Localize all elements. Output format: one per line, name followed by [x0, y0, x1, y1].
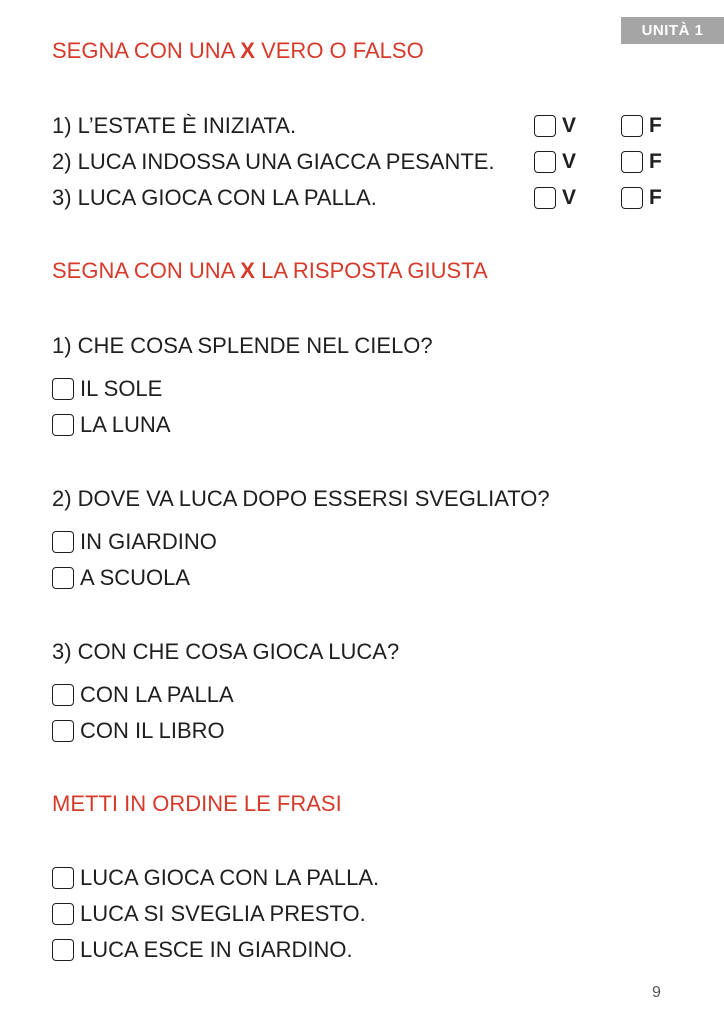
checkbox[interactable]: [52, 867, 74, 889]
false-label: F: [649, 150, 662, 173]
checkbox-true-1[interactable]: [534, 115, 556, 137]
order-item[interactable]: [52, 865, 379, 891]
question-1: 1) CHE COSA SPLENDE NEL CIELO?: [52, 333, 433, 358]
checkbox-true-2[interactable]: [534, 151, 556, 173]
question-3: 3) CON CHE COSA GIOCA LUCA?: [52, 639, 400, 664]
option-label: CON IL LIBRO: [80, 718, 225, 743]
false-label: F: [649, 114, 662, 137]
answer-option[interactable]: [52, 376, 162, 402]
answer-option[interactable]: [52, 718, 225, 744]
checkbox[interactable]: [52, 720, 74, 742]
checkbox-true-3[interactable]: [534, 187, 556, 209]
vf-statement-1: 1) L’ESTATE È INIZIATA.: [52, 113, 297, 138]
checkbox[interactable]: [52, 378, 74, 400]
checkbox-false-1[interactable]: [621, 115, 643, 137]
vf-true-3[interactable]: [534, 186, 576, 210]
true-label: V: [562, 186, 577, 209]
section2-heading-post: LA RISPOSTA GIUSTA: [254, 258, 488, 283]
checkbox[interactable]: [52, 567, 74, 589]
section2-heading: [52, 258, 488, 284]
vf-true-2[interactable]: [534, 150, 576, 174]
true-label: V: [562, 150, 577, 173]
false-label: F: [649, 186, 662, 209]
vf-statement-3: 3) LUCA GIOCA CON LA PALLA.: [52, 185, 377, 210]
checkbox-false-3[interactable]: [621, 187, 643, 209]
order-item-label: LUCA GIOCA CON LA PALLA.: [80, 865, 380, 890]
order-item[interactable]: [52, 901, 366, 927]
vf-false-2[interactable]: [621, 150, 662, 174]
option-label: IN GIARDINO: [80, 529, 217, 554]
order-item-label: LUCA SI SVEGLIA PRESTO.: [80, 901, 366, 926]
unit-badge: UNITÀ 1: [621, 17, 724, 44]
checkbox[interactable]: [52, 414, 74, 436]
vf-false-3[interactable]: [621, 186, 662, 210]
question-2: 2) DOVE VA LUCA DOPO ESSERSI SVEGLIATO?: [52, 486, 550, 511]
section2-heading-pre: SEGNA CON UNA: [52, 258, 241, 283]
answer-option[interactable]: [52, 682, 234, 708]
section1-heading-post: VERO O FALSO: [254, 38, 424, 63]
vf-statement-2: 2) LUCA INDOSSA UNA GIACCA PESANTE.: [52, 149, 495, 174]
page-number: 9: [652, 984, 661, 1001]
section3-heading: METTI IN ORDINE LE FRASI: [52, 791, 342, 816]
checkbox[interactable]: [52, 903, 74, 925]
section1-heading-x: X: [240, 38, 255, 63]
section2-heading-x: X: [240, 258, 255, 283]
answer-option[interactable]: [52, 529, 217, 555]
checkbox-false-2[interactable]: [621, 151, 643, 173]
vf-false-1[interactable]: [621, 114, 662, 138]
option-label: LA LUNA: [80, 412, 171, 437]
section1-heading-pre: SEGNA CON UNA: [52, 38, 241, 63]
answer-option[interactable]: [52, 412, 171, 438]
vf-true-1[interactable]: [534, 114, 576, 138]
checkbox[interactable]: [52, 531, 74, 553]
order-item[interactable]: [52, 937, 353, 963]
option-label: IL SOLE: [80, 376, 163, 401]
checkbox[interactable]: [52, 939, 74, 961]
answer-option[interactable]: [52, 565, 190, 591]
order-item-label: LUCA ESCE IN GIARDINO.: [80, 937, 353, 962]
true-label: V: [562, 114, 577, 137]
section1-heading: [52, 38, 424, 64]
option-label: A SCUOLA: [80, 565, 191, 590]
option-label: CON LA PALLA: [80, 682, 234, 707]
checkbox[interactable]: [52, 684, 74, 706]
